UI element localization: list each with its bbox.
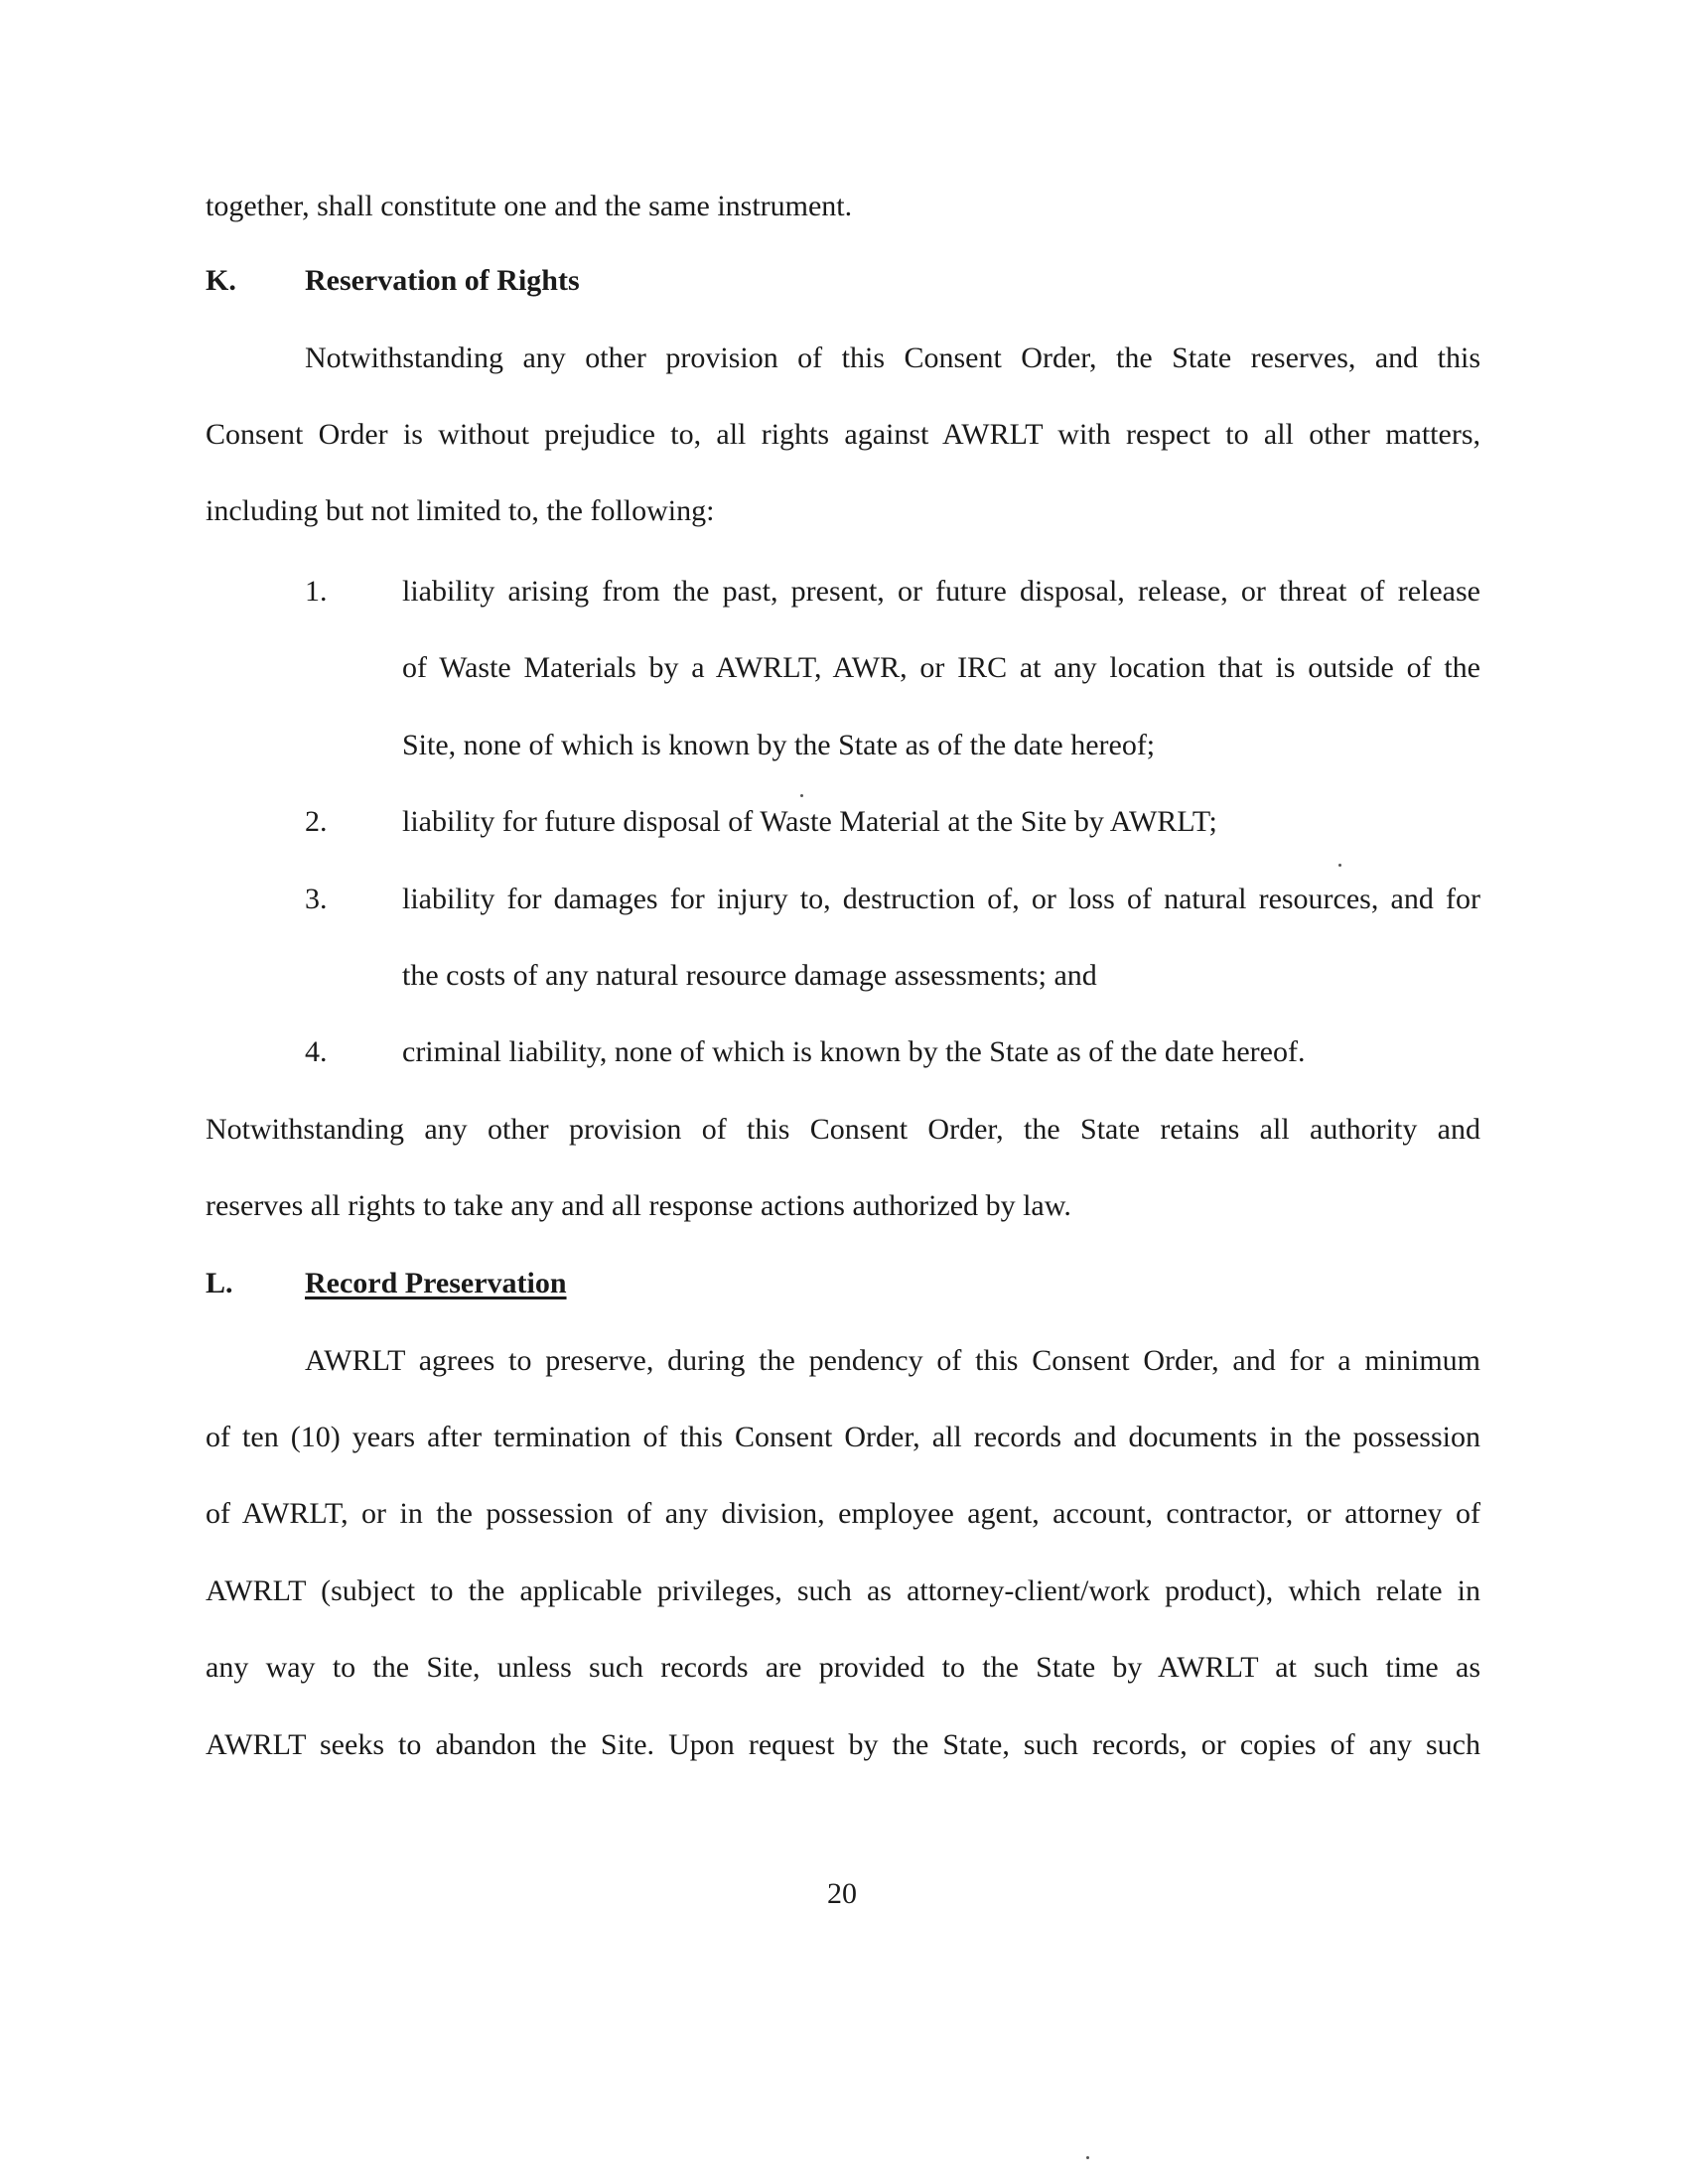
list-item-number: 2. [305, 805, 328, 838]
section-k-title: Reservation of Rights [305, 264, 580, 297]
section-l-para-line: AWRLT agrees to preserve, during the pendency of this Consent Order, and for a minimum [305, 1344, 1480, 1377]
list-item-line: criminal liability, none of which is known by the State as of the date hereof. [402, 1035, 1306, 1068]
intro-line: together, shall constitute one and the same instrument. [206, 190, 853, 222]
page-number: 20 [827, 1877, 857, 1910]
section-l-para-line: of ten (10) years after termination of this Consent Order, all records and documents in the possession [206, 1421, 1480, 1453]
list-item-line: liability arising from the past, present, or future disposal, release, or threat of release [402, 575, 1480, 608]
section-k-para2-line: reserves all rights to take any and all response actions authorized by law. [206, 1189, 1071, 1222]
section-l-letter: L. [206, 1267, 233, 1299]
section-l-para-line: of AWRLT, or in the possession of any division, employee agent, account, contractor, or attorney of [206, 1497, 1480, 1530]
list-item-line: the costs of any natural resource damage assessments; and [402, 959, 1097, 992]
list-item-number: 3. [305, 883, 328, 915]
list-item-line: liability for damages for injury to, destruction of, or loss of natural resources, and for [402, 883, 1480, 915]
scan-speck [1086, 2156, 1089, 2159]
section-l-para-line: any way to the Site, unless such records are provided to the State by AWRLT at such time as [206, 1651, 1480, 1684]
section-k-para1-line: Notwithstanding any other provision of this Consent Order, the State reserves, and this [305, 341, 1480, 374]
section-k-para1-line: including but not limited to, the following: [206, 494, 715, 527]
list-item-line: liability for future disposal of Waste Material at the Site by AWRLT; [402, 805, 1217, 838]
section-k-letter: K. [206, 264, 236, 297]
list-item-number: 1. [305, 575, 328, 608]
list-item-line: of Waste Materials by a AWRLT, AWR, or IRC at any location that is outside of the [402, 651, 1480, 684]
scan-speck [800, 794, 803, 797]
section-l-para-line: AWRLT seeks to abandon the Site. Upon request by the State, such records, or copies of any such [206, 1728, 1480, 1761]
section-l-title: Record Preservation [305, 1267, 567, 1299]
scan-speck [1338, 864, 1341, 867]
list-item-line: Site, none of which is known by the State as of the date hereof; [402, 729, 1156, 761]
section-k-para1-line: Consent Order is without prejudice to, all rights against AWRLT with respect to all other matters, [206, 418, 1480, 451]
list-item-number: 4. [305, 1035, 328, 1068]
section-l-para-line: AWRLT (subject to the applicable privileges, such as attorney-client/work product), which relate in [206, 1574, 1480, 1607]
section-k-para2-line: Notwithstanding any other provision of this Consent Order, the State retains all authority and [206, 1113, 1480, 1146]
